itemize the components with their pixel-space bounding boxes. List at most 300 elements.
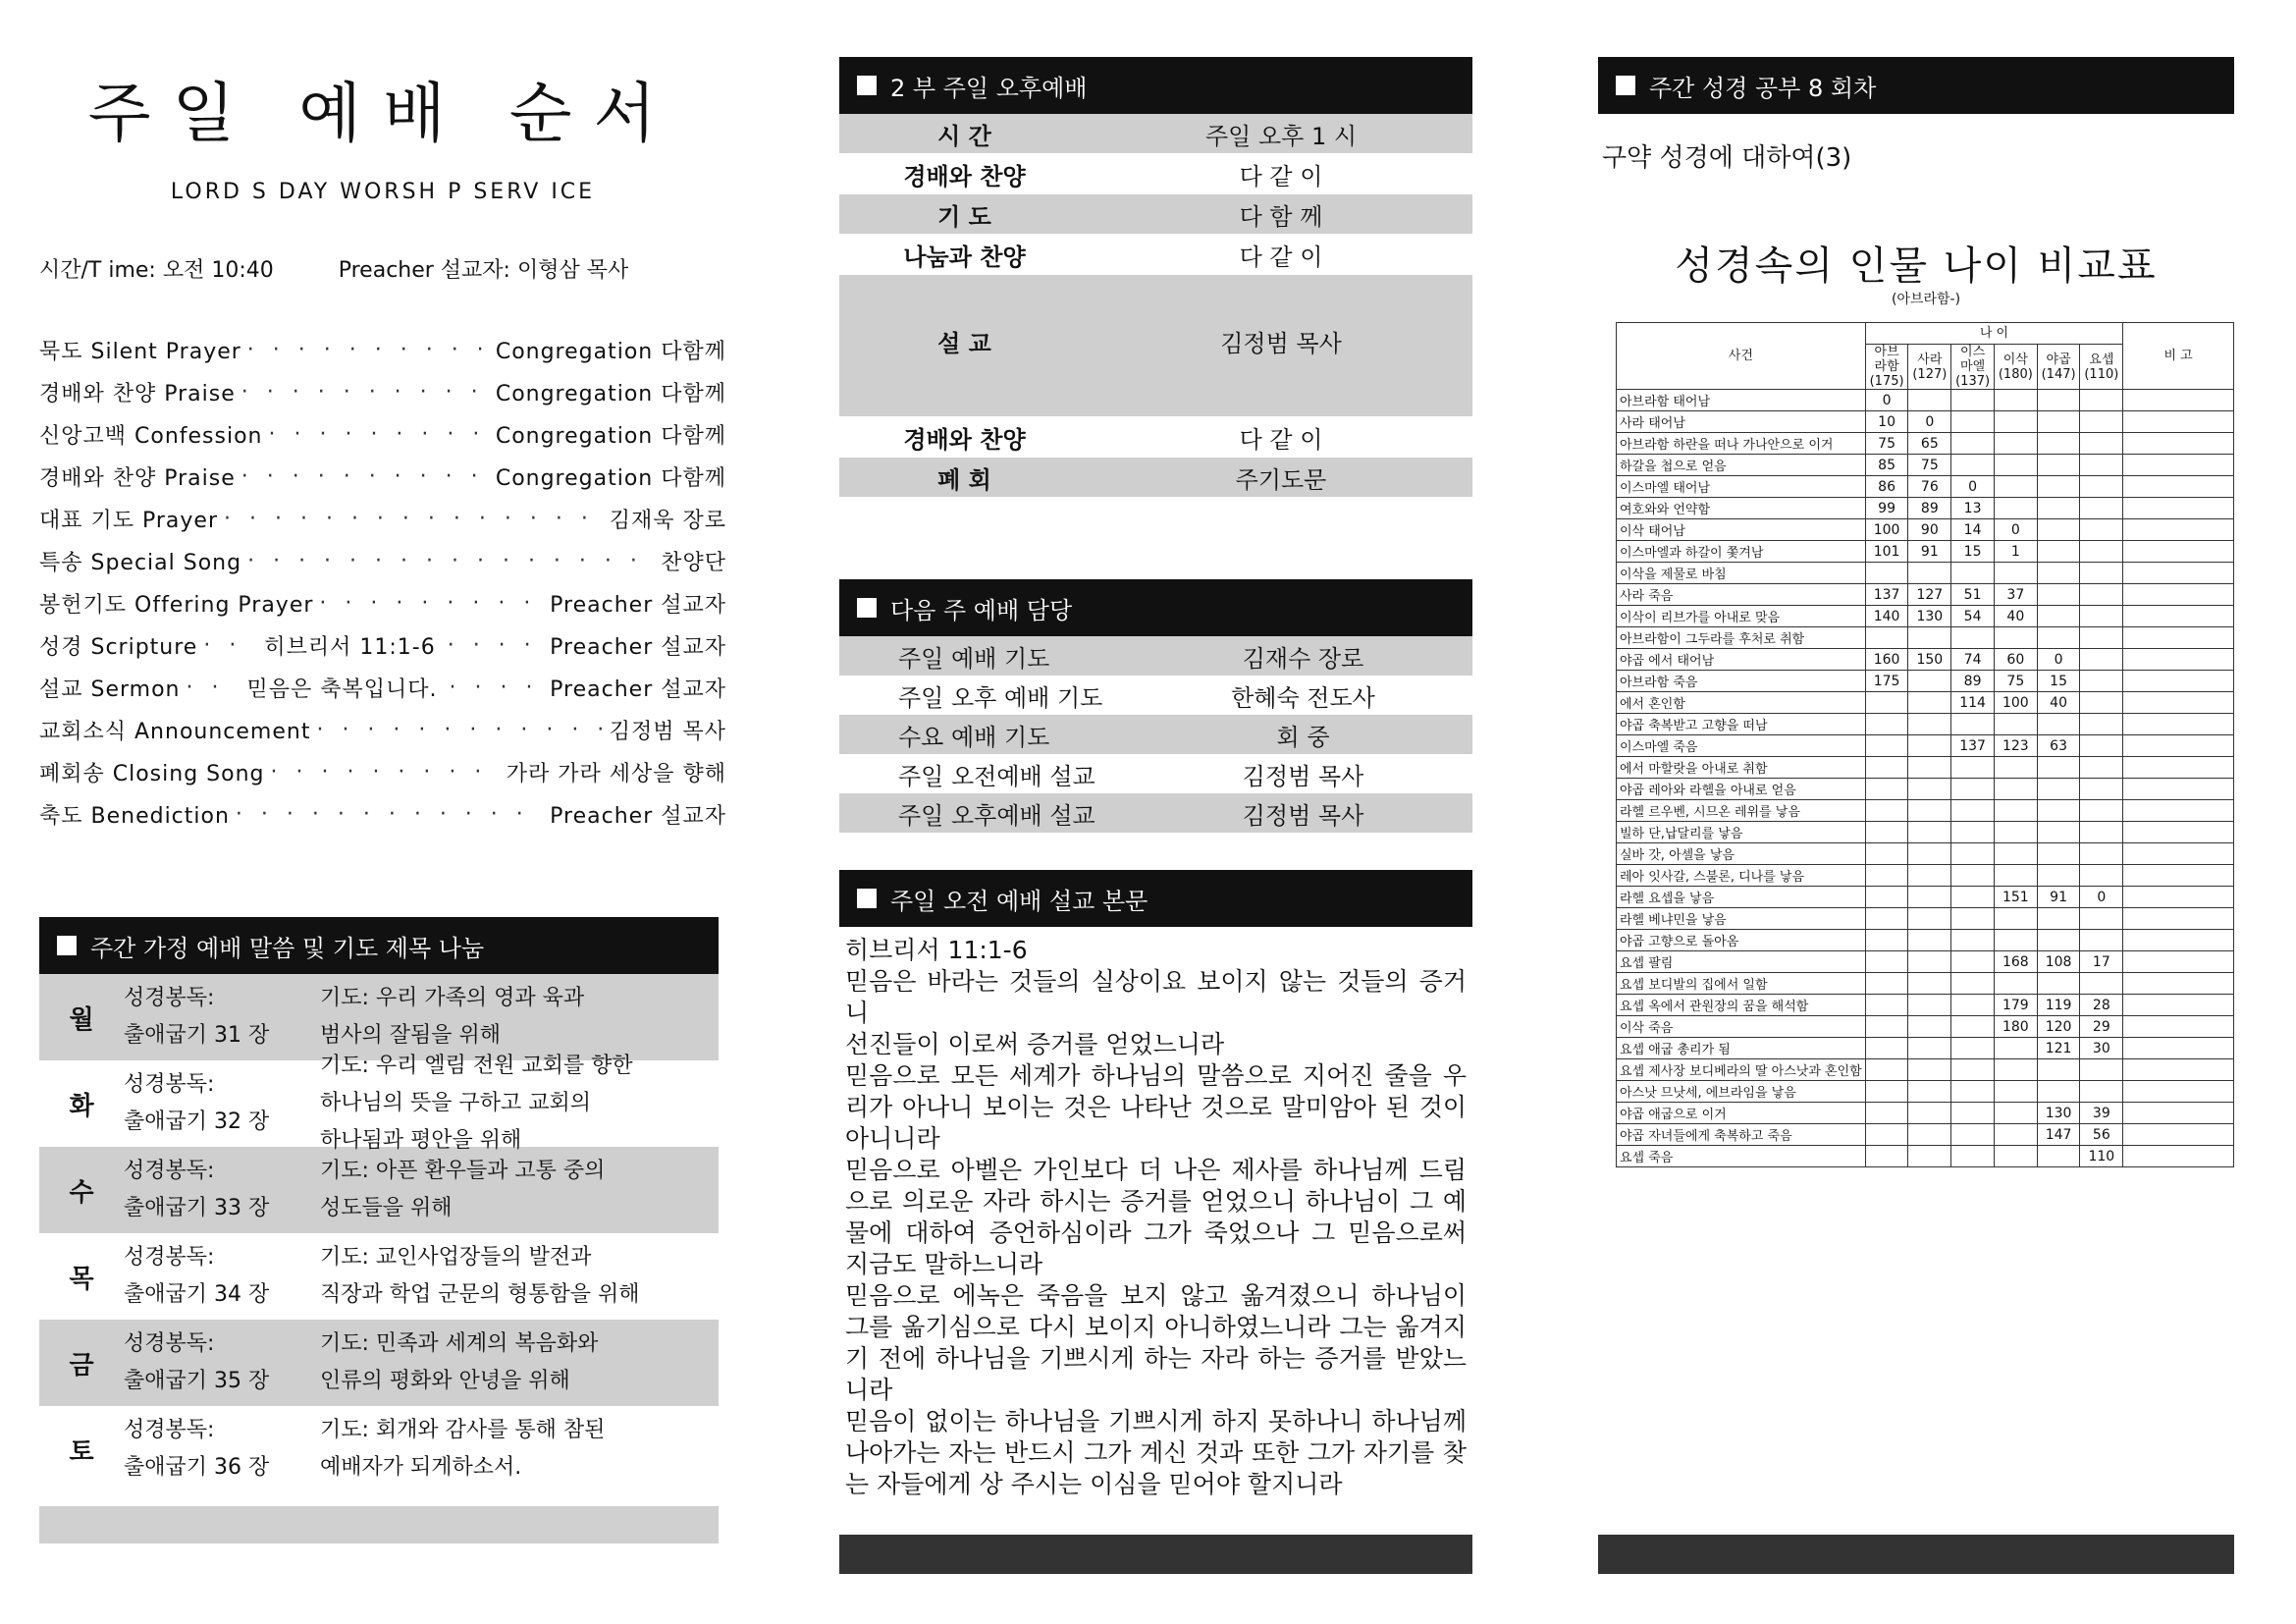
age-cell: 150: [1908, 649, 1951, 671]
age-cell: 114: [1951, 692, 1995, 714]
order-item: [39, 582, 726, 624]
age-cell: [1994, 865, 2037, 887]
event-cell: 이삭을 제물로 바침: [1617, 563, 1866, 584]
age-cell: 121: [2037, 1038, 2080, 1059]
age-comparison-table: [1616, 322, 2234, 1167]
table-row: [1617, 498, 2234, 519]
age-cell: [2037, 541, 2080, 563]
age-cell: [2037, 1059, 2080, 1081]
age-cell: [2080, 498, 2123, 519]
age-cell: [1908, 822, 1951, 843]
age-cell: [1994, 800, 2037, 822]
order-item: [39, 456, 726, 498]
note-cell: [2123, 649, 2234, 671]
age-cell: 120: [2037, 1016, 2080, 1038]
table-row: [1617, 541, 2234, 563]
table-row: [1617, 1146, 2234, 1167]
table-row: [1617, 887, 2234, 908]
age-cell: [2080, 973, 2123, 995]
sermon-line: 믿음은 바라는 것들의 실상이요 보이지 않는 것들의 증거니: [845, 967, 1467, 1027]
age-cell: [1908, 973, 1951, 995]
age-cell: 75: [1908, 455, 1951, 476]
event-cell: 요셉 보디발의 집에서 일함: [1617, 973, 1866, 995]
age-cell: [2080, 584, 2123, 606]
schedule-row: [839, 153, 1472, 194]
age-cell: [2037, 908, 2080, 930]
event-cell: 이스마엘 죽음: [1617, 735, 1866, 757]
age-cell: [1908, 1016, 1951, 1038]
age-cell: [1994, 627, 2037, 649]
age-cell: [1908, 930, 1951, 951]
age-cell: [1908, 951, 1951, 973]
prayer-line: 예배자가 되게하소서.: [320, 1455, 522, 1480]
event-cell: 에서 마할랏을 아내로 취함: [1617, 757, 1866, 779]
event-cell: 여호와와 언약함: [1617, 498, 1866, 519]
age-cell: [1908, 843, 1951, 865]
age-cell: 30: [2080, 1038, 2123, 1059]
section-header: 2 부 주일 오후예배: [839, 57, 1472, 114]
age-cell: 10: [1865, 411, 1908, 433]
note-cell: [2123, 1146, 2234, 1167]
dot-leader: [269, 422, 490, 447]
age-cell: 37: [1994, 584, 2037, 606]
order-item-name: 설교 Sermon: [39, 677, 181, 702]
schedule-row: [839, 275, 1472, 416]
note-cell: [2123, 714, 2234, 735]
chart-title: 성경속의 인물 나이 비교표: [1675, 244, 2158, 289]
schedule-row: [839, 194, 1472, 234]
age-cell: [2037, 411, 2080, 433]
family-prayer: [320, 1406, 719, 1492]
order-item-detail: 믿음은 축복입니다.: [246, 677, 438, 702]
schedule-label: 경배와 찬양: [903, 162, 1026, 190]
age-cell: 0: [1865, 390, 1908, 411]
age-cell: [2037, 800, 2080, 822]
family-prayer: [320, 1320, 719, 1406]
note-cell: [2123, 455, 2234, 476]
person-header: 야곱 (147): [2037, 345, 2080, 390]
event-cell: 아브라함 태어남: [1617, 390, 1866, 411]
age-cell: [1994, 973, 2037, 995]
age-cell: [1994, 843, 2037, 865]
age-cell: [1951, 1059, 1995, 1081]
note-cell: [2123, 1059, 2234, 1081]
family-day: 월: [69, 1004, 94, 1035]
age-cell: 110: [2080, 1146, 2123, 1167]
age-cell: [2080, 1081, 2123, 1103]
note-cell: [2123, 498, 2234, 519]
prayer-line: 기도: 아픈 환우들과 고통 중의: [320, 1159, 606, 1183]
schedule-value: 다 함 께: [1239, 202, 1323, 231]
event-cell: 사라 죽음: [1617, 584, 1866, 606]
duty-row: [839, 676, 1472, 715]
table-row: [1617, 584, 2234, 606]
note-cell: [2123, 1103, 2234, 1124]
table-row: [1617, 822, 2234, 843]
family-reading: [124, 1233, 320, 1320]
note-cell: [2123, 584, 2234, 606]
event-cell: 야곱 자녀들에게 축복하고 죽음: [1617, 1124, 1866, 1146]
event-cell: 이스마엘 태어남: [1617, 476, 1866, 498]
age-cell: [1865, 714, 1908, 735]
note-cell: [2123, 411, 2234, 433]
age-cell: 99: [1865, 498, 1908, 519]
note-cell: [2123, 779, 2234, 800]
family-worship-section: [39, 917, 719, 1543]
age-cell: [1951, 908, 1995, 930]
table-row: [1617, 865, 2234, 887]
person-header: 요셉 (110): [2080, 345, 2123, 390]
schedule-label: 시 간: [937, 122, 991, 150]
age-cell: 39: [2080, 1103, 2123, 1124]
age-cell: 101: [1865, 541, 1908, 563]
age-cell: 90: [1908, 519, 1951, 541]
duty-label: 주일 오후 예배 기도: [898, 683, 1103, 712]
age-cell: 160: [1865, 649, 1908, 671]
order-item-name: 특송 Special Song: [39, 551, 242, 575]
person-header: 이스마엘 (137): [1951, 345, 1995, 390]
age-cell: [1994, 563, 2037, 584]
order-item-name: 축도 Benediction: [39, 804, 230, 829]
age-cell: [1908, 1059, 1951, 1081]
family-prayer: [320, 1147, 719, 1233]
event-cell: 레아 잇사갈, 스불론, 디나를 낳음: [1617, 865, 1866, 887]
note-cell: [2123, 390, 2234, 411]
dot-leader: [271, 760, 501, 785]
age-cell: [1908, 995, 1951, 1016]
duty-value: 한혜숙 전도사: [1231, 683, 1375, 712]
schedule-label: 폐 회: [937, 465, 991, 494]
age-cell: [1908, 1103, 1951, 1124]
age-cell: [1951, 433, 1995, 455]
duty-label: 주일 오후예배 설교: [898, 801, 1095, 830]
order-item-name: 교회소식 Announcement: [39, 720, 311, 744]
prayer-line: 하나님의 뜻을 구하고 교회의: [320, 1091, 592, 1115]
age-cell: [2080, 714, 2123, 735]
age-cell: 91: [2037, 887, 2080, 908]
duty-value: 회 중: [1276, 723, 1330, 751]
event-cell: 이스마엘과 하갈이 쫓겨남: [1617, 541, 1866, 563]
schedule-label: 경배와 찬양: [903, 425, 1026, 454]
person-header: 사라 (127): [1908, 345, 1951, 390]
schedule-value: 다 같 이: [1239, 162, 1323, 190]
age-cell: 40: [1994, 606, 2037, 627]
reading-passage: 출애굽기 33 장: [124, 1196, 270, 1220]
age-cell: [1994, 714, 2037, 735]
table-row: [1617, 995, 2234, 1016]
prayer-line: 범사의 잘됨을 위해: [320, 1023, 502, 1048]
age-cell: [1908, 390, 1951, 411]
note-cell: [2123, 433, 2234, 455]
note-cell: [2123, 930, 2234, 951]
square-icon: [857, 598, 877, 618]
age-cell: 15: [2037, 671, 2080, 692]
next-week-duty: [839, 636, 1472, 833]
family-worship-table: [39, 974, 719, 1492]
note-cell: [2123, 563, 2234, 584]
age-cell: [1908, 1038, 1951, 1059]
table-row: [1617, 930, 2234, 951]
event-cell: 아브라함 죽음: [1617, 671, 1866, 692]
age-cell: [1865, 1016, 1908, 1038]
order-item-name: 봉헌기도 Offering Prayer: [39, 593, 314, 618]
schedule-row: [839, 458, 1472, 497]
age-cell: [1865, 779, 1908, 800]
table-row: [1617, 800, 2234, 822]
age-cell: 86: [1865, 476, 1908, 498]
square-icon: [857, 76, 877, 95]
table-header-note: 비 고: [2123, 323, 2234, 390]
service-time: 시간/T ime: 오전 10:40: [39, 258, 274, 283]
age-cell: [2080, 930, 2123, 951]
age-cell: 89: [1951, 671, 1995, 692]
event-cell: 야곱 에서 태어남: [1617, 649, 1866, 671]
event-cell: 라헬 요셉을 낳음: [1617, 887, 1866, 908]
age-cell: [2037, 563, 2080, 584]
table-row: [1617, 390, 2234, 411]
age-cell: 147: [2037, 1124, 2080, 1146]
table-row: [1617, 757, 2234, 779]
order-item-leader: Congregation 다함께: [495, 466, 726, 491]
age-cell: [1908, 865, 1951, 887]
age-cell: 51: [1951, 584, 1995, 606]
age-cell: [1951, 843, 1995, 865]
age-cell: [1951, 411, 1995, 433]
age-cell: [1951, 865, 1995, 887]
table-row: [1617, 779, 2234, 800]
duty-value: 김정범 목사: [1242, 801, 1364, 830]
order-item: [39, 793, 726, 836]
prayer-line: 기도: 회개와 감사를 통해 참된: [320, 1418, 606, 1442]
note-cell: [2123, 671, 2234, 692]
table-header-age: 나 이: [1865, 323, 2123, 345]
family-row: [39, 1406, 719, 1492]
age-cell: 100: [1865, 519, 1908, 541]
note-cell: [2123, 995, 2234, 1016]
schedule-row: [839, 234, 1472, 275]
age-cell: 65: [1908, 433, 1951, 455]
age-cell: [1865, 627, 1908, 649]
age-cell: [1951, 1016, 1995, 1038]
age-cell: [1994, 476, 2037, 498]
order-item-leader: Congregation 다함께: [495, 424, 726, 449]
order-item: [39, 709, 726, 751]
duty-label: 주일 오전예배 설교: [898, 762, 1095, 790]
table-row: [1617, 433, 2234, 455]
age-cell: [1951, 995, 1995, 1016]
event-cell: 아브라함이 그두라를 후처로 취함: [1617, 627, 1866, 649]
table-row: [1617, 1081, 2234, 1103]
age-cell: [1865, 887, 1908, 908]
age-cell: [2080, 692, 2123, 714]
table-row: [1617, 519, 2234, 541]
event-cell: 요셉 제사장 보디베라의 딸 아스낫과 혼인함: [1617, 1059, 1866, 1081]
age-cell: 130: [1908, 606, 1951, 627]
age-cell: [1994, 411, 2037, 433]
age-cell: 63: [2037, 735, 2080, 757]
age-cell: [1865, 1103, 1908, 1124]
table-row: [1617, 455, 2234, 476]
age-cell: [2037, 714, 2080, 735]
age-cell: [2037, 1081, 2080, 1103]
order-item-leader: Preacher 설교자: [550, 593, 726, 618]
reading-label: 성경봉독:: [124, 1072, 215, 1097]
duty-label: 수요 예배 기도: [898, 723, 1050, 751]
age-cell: [2080, 563, 2123, 584]
family-day: 화: [69, 1091, 94, 1121]
age-cell: [1908, 800, 1951, 822]
dot-leader: [316, 718, 603, 742]
age-cell: 1: [1994, 541, 2037, 563]
age-cell: 14: [1951, 519, 1995, 541]
age-cell: [1908, 692, 1951, 714]
worship-order-list: [39, 329, 726, 836]
note-cell: [2123, 822, 2234, 843]
order-item: [39, 371, 726, 413]
table-row: [1617, 627, 2234, 649]
family-prayer: [320, 1233, 719, 1320]
age-cell: 0: [1951, 476, 1995, 498]
age-cell: [1865, 800, 1908, 822]
age-cell: [1865, 973, 1908, 995]
age-cell: [1951, 930, 1995, 951]
dot-leader: [203, 633, 252, 658]
age-cell: [1865, 563, 1908, 584]
page-subtitle: LORD S DAY WORSH P SERV ICE: [170, 180, 596, 204]
note-cell: [2123, 519, 2234, 541]
note-cell: [2123, 973, 2234, 995]
table-row: [1617, 649, 2234, 671]
family-reading: [124, 1406, 320, 1492]
age-cell: [1951, 455, 1995, 476]
age-cell: 13: [1951, 498, 1995, 519]
age-cell: 130: [2037, 1103, 2080, 1124]
age-cell: 0: [2080, 887, 2123, 908]
reading-passage: 출애굽기 36 장: [124, 1455, 270, 1480]
age-cell: [2080, 606, 2123, 627]
note-cell: [2123, 606, 2234, 627]
age-cell: [2080, 1059, 2123, 1081]
age-cell: 28: [2080, 995, 2123, 1016]
square-icon: [57, 936, 77, 955]
reading-label: 성경봉독:: [124, 986, 215, 1010]
family-row: [39, 1147, 719, 1233]
age-cell: [1908, 908, 1951, 930]
order-item-name: 묵도 Silent Prayer: [39, 340, 241, 364]
order-item-leader: 찬양단: [661, 551, 726, 575]
age-cell: 29: [2080, 1016, 2123, 1038]
event-cell: 요셉 죽음: [1617, 1146, 1866, 1167]
age-cell: 75: [1994, 671, 2037, 692]
duty-row: [839, 754, 1472, 793]
event-cell: 야곱 레아와 라헬을 아내로 얻음: [1617, 779, 1866, 800]
age-cell: [1908, 1081, 1951, 1103]
order-item-detail: 히브리서 11:1-6: [264, 635, 436, 660]
order-item-leader: Congregation 다함께: [495, 382, 726, 406]
age-cell: 56: [2080, 1124, 2123, 1146]
age-cell: [1951, 822, 1995, 843]
section-footer: [1598, 1535, 2234, 1574]
age-cell: [2080, 519, 2123, 541]
event-cell: 야곱 애굽으로 이거: [1617, 1103, 1866, 1124]
section-header: 다음 주 예배 담당: [839, 579, 1472, 636]
age-cell: [2037, 498, 2080, 519]
note-cell: [2123, 735, 2234, 757]
note-cell: [2123, 951, 2234, 973]
age-cell: 76: [1908, 476, 1951, 498]
duty-value: 김재수 장로: [1242, 644, 1364, 673]
event-cell: 이삭 태어남: [1617, 519, 1866, 541]
order-item-leader: Preacher 설교자: [550, 677, 726, 702]
age-cell: 89: [1908, 498, 1951, 519]
order-item-leader: 김재욱 장로: [609, 509, 726, 533]
family-day: 수: [69, 1177, 94, 1208]
note-cell: [2123, 627, 2234, 649]
family-reading: [124, 974, 320, 1060]
age-cell: [2080, 865, 2123, 887]
age-cell: [2037, 390, 2080, 411]
age-cell: [1951, 1081, 1995, 1103]
age-cell: [2037, 455, 2080, 476]
age-cell: [2080, 627, 2123, 649]
family-day: 목: [69, 1264, 94, 1294]
table-header-event: 사건: [1617, 323, 1866, 390]
age-cell: 137: [1951, 735, 1995, 757]
age-cell: [1951, 390, 1995, 411]
section-header: 주간 성경 공부 8 회차: [1598, 57, 2234, 114]
reading-label: 성경봉독:: [124, 1245, 215, 1270]
family-row: [39, 1054, 719, 1153]
family-row: [39, 1233, 719, 1320]
age-cell: [2080, 671, 2123, 692]
note-cell: [2123, 692, 2234, 714]
age-cell: [1951, 973, 1995, 995]
age-cell: 119: [2037, 995, 2080, 1016]
afternoon-schedule: [839, 114, 1472, 497]
order-item-leader: Congregation 다함께: [495, 340, 726, 364]
age-cell: 168: [1994, 951, 2037, 973]
reading-label: 성경봉독:: [124, 1159, 215, 1183]
age-cell: [2037, 843, 2080, 865]
age-cell: [1865, 865, 1908, 887]
age-cell: [1865, 692, 1908, 714]
schedule-value: 주기도문: [1235, 465, 1327, 494]
order-item-name: 신앙고백 Confession: [39, 424, 263, 449]
table-row: [1617, 606, 2234, 627]
age-cell: [1908, 714, 1951, 735]
order-item-name: 경배와 찬양 Praise: [39, 466, 236, 491]
family-reading: [124, 1147, 320, 1233]
age-cell: [2037, 627, 2080, 649]
age-cell: [2080, 800, 2123, 822]
note-cell: [2123, 541, 2234, 563]
age-cell: [1908, 627, 1951, 649]
reading-passage: 출애굽기 34 장: [124, 1282, 270, 1307]
age-cell: [1865, 1081, 1908, 1103]
order-item-leader: 가라 가라 세상을 향해: [506, 762, 726, 786]
age-cell: 140: [1865, 606, 1908, 627]
age-cell: [1908, 887, 1951, 908]
service-info: [39, 253, 726, 284]
order-item: [39, 329, 726, 371]
table-row: [1617, 1103, 2234, 1124]
note-cell: [2123, 1124, 2234, 1146]
age-cell: [1865, 843, 1908, 865]
schedule-value: 다 같 이: [1239, 243, 1323, 271]
prayer-line: 기도: 우리 가족의 영과 육과: [320, 986, 585, 1010]
dot-leader: [236, 802, 544, 827]
schedule-row: [839, 114, 1472, 153]
